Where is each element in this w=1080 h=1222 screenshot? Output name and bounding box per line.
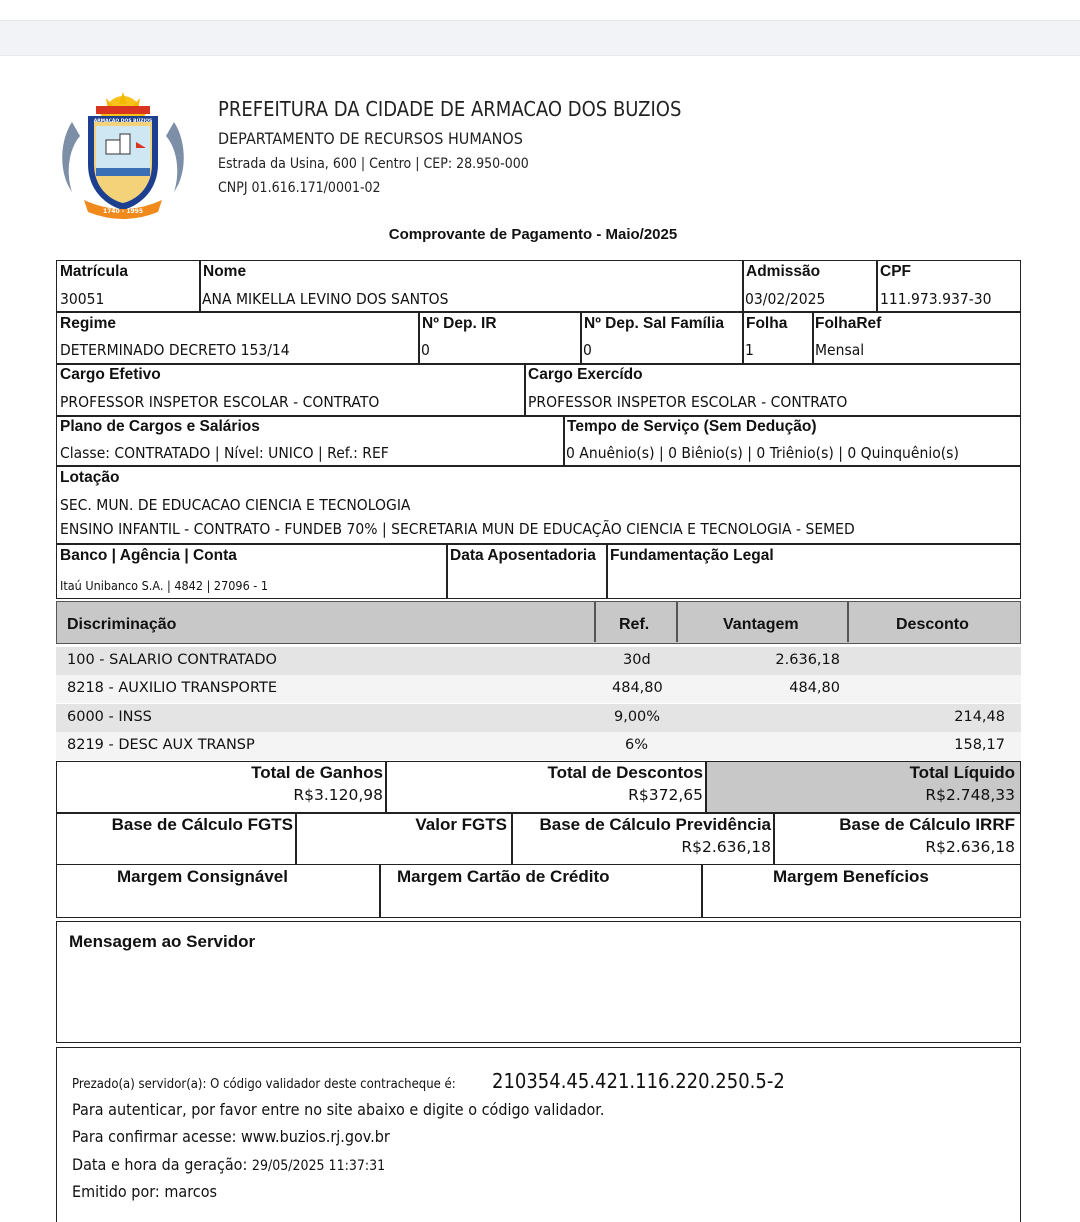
dep-sal-familia-label: Nº Dep. Sal Família — [584, 315, 725, 332]
folharef-value: Mensal — [815, 341, 865, 359]
base-previdencia-label: Base de Cálculo Previdência — [539, 815, 771, 834]
total-descontos-label: Total de Descontos — [547, 763, 703, 782]
margem-cartao-label: Margem Cartão de Crédito — [397, 867, 610, 886]
total-liquido-value: R$2.748,33 — [925, 786, 1015, 804]
cargo-exercido-value: PROFESSOR INSPETOR ESCOLAR - CONTRATO — [528, 393, 848, 411]
matricula-label: Matrícula — [60, 263, 129, 280]
cargo-exercido-label: Cargo Exercído — [528, 366, 643, 383]
margem-consignavel-label: Margem Consignável — [117, 867, 288, 886]
nome-label: Nome — [203, 263, 247, 280]
cargo-efetivo-label: Cargo Efetivo — [60, 366, 161, 383]
total-descontos-value: R$372,65 — [628, 786, 703, 804]
item-ref: 9,00% — [614, 709, 661, 725]
folha-value: 1 — [745, 341, 754, 359]
cargo-efetivo-value: PROFESSOR INSPETOR ESCOLAR - CONTRATO — [60, 393, 380, 411]
dep-sal-familia-value: 0 — [583, 341, 592, 359]
cpf-value: 111.973.937-30 — [880, 290, 992, 308]
item-desc: 6000 - INSS — [67, 709, 152, 725]
base-fgts-label: Base de Cálculo FGTS — [111, 815, 293, 834]
lotacao-label: Lotação — [60, 469, 120, 486]
item-ref: 484,80 — [612, 680, 663, 696]
item-vantagem: 2.636,18 — [775, 652, 840, 668]
admissao-label: Admissão — [746, 263, 821, 280]
tempo-servico-label: Tempo de Serviço (Sem Dedução) — [567, 418, 817, 435]
item-desc: 100 - SALARIO CONTRATADO — [67, 652, 277, 668]
mensagem-label: Mensagem ao Servidor — [69, 932, 256, 951]
org-address: Estrada da Usina, 600 | Centro | CEP: 28.950-000 — [218, 156, 529, 172]
plano-cargos-value: Classe: CONTRATADO | Nível: UNICO | Ref.: REF — [60, 444, 389, 462]
folha-label: Folha — [746, 315, 788, 332]
footer-emitted-line: Emitido por: marcos — [72, 1182, 218, 1201]
item-desconto: 214,48 — [954, 709, 1005, 725]
viewer-toolbar-strip — [0, 21, 1080, 56]
fundamentacao-legal-label: Fundamentação Legal — [610, 547, 774, 564]
valor-fgts-label: Valor FGTS — [415, 815, 507, 834]
col-vantagem: Vantagem — [723, 616, 799, 633]
logo-ribbon-text: 1740 - 1995 — [102, 208, 144, 215]
table-row — [56, 675, 1021, 703]
city-coat-of-arms-logo — [58, 92, 188, 222]
tempo-servico-value: 0 Anuênio(s) | 0 Biênio(s) | 0 Triênio(s) | 0 Quinquênio(s) — [566, 444, 959, 462]
folharef-label: FolhaRef — [815, 315, 882, 332]
org-name: PREFEITURA DA CIDADE DE ARMACAO DOS BUZIOS — [218, 97, 682, 121]
lotacao-line-2: ENSINO INFANTIL - CONTRATO - FUNDEB 70% | SECRETARIA MUN DE EDUCAÇÃO CIENCIA E TECNOLOGIA - SEMED — [60, 520, 855, 538]
logo-top-text: ARMAÇÃO DOS BÚZIOS — [93, 119, 153, 124]
total-ganhos-label: Total de Ganhos — [251, 763, 383, 782]
col-desconto: Desconto — [896, 616, 969, 633]
regime-value: DETERMINADO DECRETO 153/14 — [60, 341, 290, 359]
item-vantagem: 484,80 — [789, 680, 840, 696]
total-liquido-label: Total Líquido — [909, 763, 1015, 782]
plano-cargos-label: Plano de Cargos e Salários — [60, 418, 260, 435]
nome-value: ANA MIKELLA LEVINO DOS SANTOS — [202, 290, 449, 308]
validator-intro: Prezado(a) servidor(a): O código validador deste contracheque é: — [72, 1077, 456, 1092]
item-desc: 8218 - AUXILIO TRANSPORTE — [67, 680, 277, 696]
footer-auth-line: Para autenticar, por favor entre no site abaixo e digite o código validador. — [72, 1100, 605, 1119]
regime-label: Regime — [60, 315, 116, 332]
footer-date-line — [72, 1155, 385, 1174]
matricula-value: 30051 — [60, 290, 105, 308]
total-ganhos-value: R$3.120,98 — [293, 786, 383, 804]
dep-ir-label: Nº Dep. IR — [422, 315, 497, 332]
document-title: Comprovante de Pagamento - Maio/2025 — [388, 226, 678, 243]
items-table-header — [56, 601, 1021, 644]
table-row — [56, 704, 1021, 732]
footer-date-label: Data e hora da geração: — [72, 1155, 248, 1174]
browser-top-bar — [0, 0, 1080, 21]
item-desc: 8219 - DESC AUX TRANSP — [67, 737, 255, 753]
footer-site-line: Para confirmar acesse: www.buzios.rj.gov.br — [72, 1127, 390, 1146]
admissao-value: 03/02/2025 — [745, 290, 826, 308]
base-irrf-label: Base de Cálculo IRRF — [839, 815, 1015, 834]
data-aposentadoria-label: Data Aposentadoria — [450, 547, 596, 564]
table-row — [56, 732, 1021, 760]
base-previdencia-value: R$2.636,18 — [681, 838, 771, 856]
table-row — [56, 647, 1021, 675]
item-ref: 6% — [625, 737, 649, 753]
margem-beneficios-label: Margem Benefícios — [773, 867, 929, 886]
org-cnpj: CNPJ 01.616.171/0001-02 — [218, 180, 381, 196]
item-desconto: 158,17 — [954, 737, 1005, 753]
cpf-label: CPF — [880, 263, 911, 280]
lotacao-line-1: SEC. MUN. DE EDUCACAO CIENCIA E TECNOLOGIA — [60, 496, 411, 514]
banco-value: Itaú Unibanco S.A. | 4842 | 27096 - 1 — [60, 578, 269, 593]
footer-date-value: 29/05/2025 11:37:31 — [251, 1158, 386, 1174]
base-irrf-value: R$2.636,18 — [925, 838, 1015, 856]
col-discriminacao: Discriminação — [67, 616, 177, 633]
col-ref: Ref. — [619, 616, 650, 633]
banco-label: Banco | Agência | Conta — [60, 547, 237, 564]
dep-ir-value: 0 — [421, 341, 430, 359]
department-name: DEPARTAMENTO DE RECURSOS HUMANOS — [218, 129, 523, 148]
validator-code: 210354.45.421.116.220.250.5-2 — [492, 1069, 785, 1093]
item-ref: 30d — [623, 652, 651, 668]
